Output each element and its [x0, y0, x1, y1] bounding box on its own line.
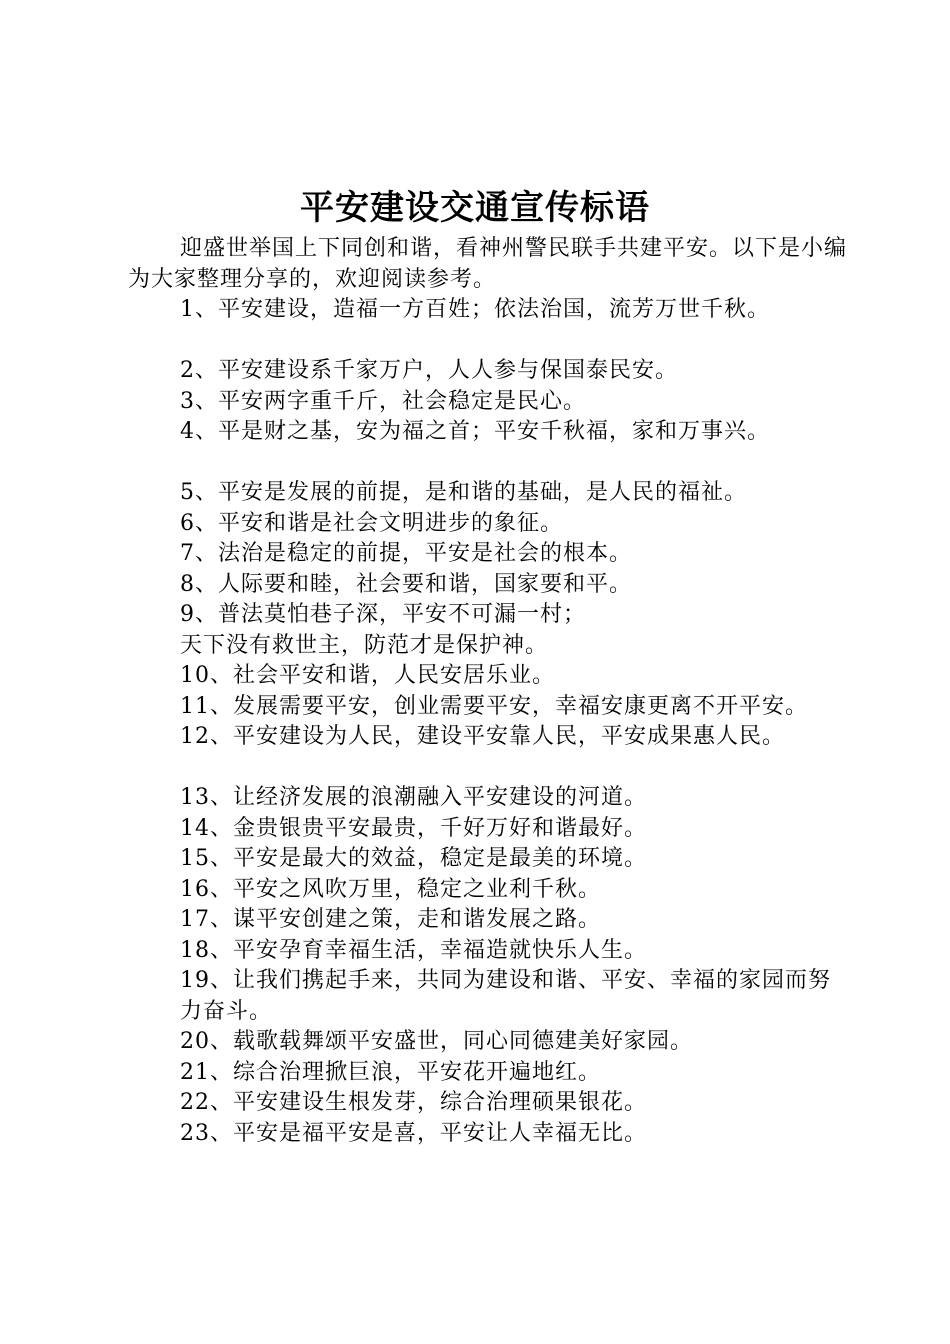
- slogan-1: 1、平安建设，造福一方百姓；依法治国，流芳万世千秋。: [180, 297, 770, 322]
- slogan-20: 20、载歌载舞颂平安盛世，同心同德建美好家园。: [180, 1029, 693, 1054]
- slogan-12: 12、平安建设为人民，建设平安靠人民，平安成果惠人民。: [180, 724, 785, 749]
- intro-paragraph: 迎盛世举国上下同创和谐，看神州警民联手共建平安。以下是小编为大家整理分享的，欢迎阅读参考。: [128, 236, 848, 292]
- blank-line: [128, 753, 848, 784]
- slogan-15: 15、平安是最大的效益，稳定是最美的环境。: [180, 846, 647, 871]
- slogan-16: 16、平安之风吹万里，稳定之业利千秋。: [180, 876, 601, 902]
- slogan-7: 7、法治是稳定的前提，平安是社会的根本。: [180, 541, 632, 566]
- document-title: 平安建设交通宣传标语: [300, 188, 650, 228]
- slogan-19: 19、让我们携起手来，共同为建设和谐、平安、幸福的家园而努力奋斗。: [180, 968, 831, 1024]
- slogan-13: 13、让经济发展的浪潮融入平安建设的河道。: [180, 785, 647, 810]
- slogan-11: 11、发展需要平安，创业需要平安，幸福安康更离不开平安。: [180, 693, 808, 719]
- slogan-2: 2、平安建设系千家万户，人人参与保国泰民安。: [180, 358, 678, 383]
- slogan-4: 4、平是财之基，安为福之首；平安千秋福，家和万事兴。: [180, 419, 770, 444]
- slogan-9-continued: 天下没有救世主，防范才是保护神。: [180, 632, 549, 658]
- slogan-18: 18、平安孕育幸福生活，幸福造就快乐人生。: [180, 937, 647, 963]
- slogan-5: 5、平安是发展的前提，是和谐的基础，是人民的福祉。: [180, 480, 747, 505]
- slogan-22: 22、平安建设生根发芽，综合治理硕果银花。: [180, 1090, 647, 1115]
- slogan-6: 6、平安和谐是社会文明进步的象征。: [180, 510, 563, 536]
- document-body: [128, 234, 848, 1149]
- slogan-23: 23、平安是福平安是喜，平安让人幸福无比。: [180, 1120, 647, 1146]
- slogan-14: 14、金贵银贵平安最贵，千好万好和谐最好。: [180, 815, 647, 841]
- slogan-10: 10、社会平安和谐，人民安居乐业。: [180, 663, 555, 688]
- blank-line: [128, 448, 848, 479]
- slogan-17: 17、谋平安创建之策，走和谐发展之路。: [180, 907, 601, 932]
- blank-line: [128, 326, 848, 357]
- slogan-3: 3、平安两字重千斤，社会稳定是民心。: [180, 388, 586, 414]
- slogan-21: 21、综合治理掀巨浪，平安花开遍地红。: [180, 1059, 601, 1085]
- slogan-8: 8、人际要和睦，社会要和谐，国家要和平。: [180, 571, 632, 597]
- slogan-9: 9、普法莫怕巷子深，平安不可漏一村；: [180, 602, 586, 627]
